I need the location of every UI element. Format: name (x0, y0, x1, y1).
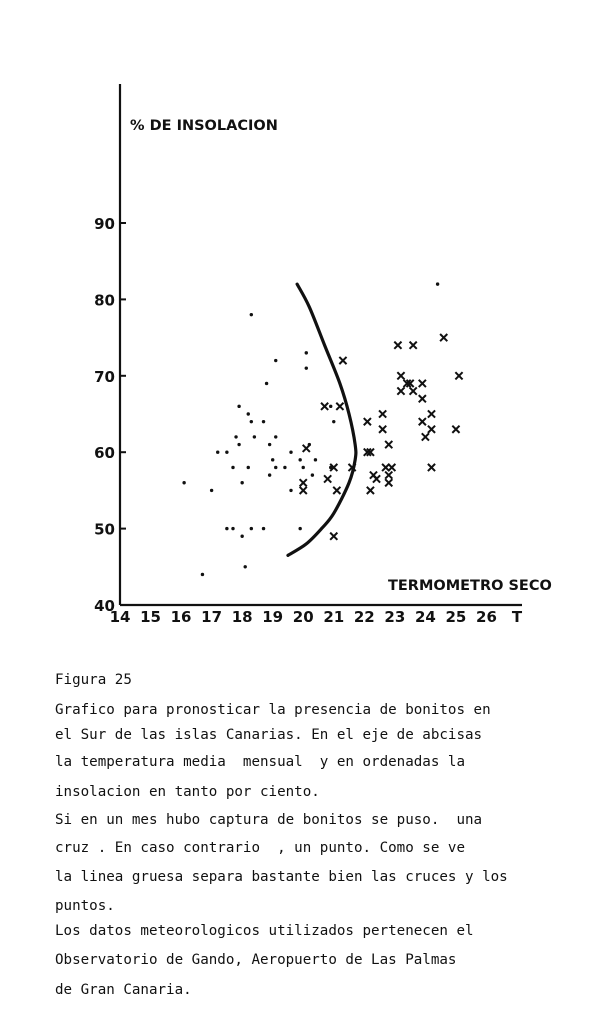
dot-marker (262, 527, 265, 530)
cross-marker (422, 433, 429, 440)
x-ticks (110, 608, 523, 626)
cross-marker (440, 334, 447, 341)
dot-marker (250, 313, 253, 316)
cross-marker (455, 372, 462, 379)
dot-marker (298, 527, 301, 530)
dot-marker (210, 489, 213, 492)
y-tick-label: 60 (94, 444, 115, 463)
dot-marker (182, 481, 185, 484)
dot-marker (308, 443, 311, 446)
dot-marker (332, 420, 335, 423)
cross-marker (385, 479, 392, 486)
dot-marker (436, 282, 439, 285)
dot-marker (216, 451, 219, 454)
dot-marker (268, 473, 271, 476)
caption-line: la linea gruesa separa bastante bien las cruces y los (55, 869, 508, 885)
cross-marker (428, 410, 435, 417)
dot-marker (314, 458, 317, 461)
caption-line: Si en un mes hubo captura de bonitos se puso. una (55, 812, 483, 828)
y-ticks (94, 215, 126, 615)
x-axis-label: TERMOMETRO SECO (388, 578, 552, 594)
cross-marker (379, 410, 386, 417)
dot-marker (302, 466, 305, 469)
x-tick-label: 14 (109, 608, 131, 626)
caption-line: el Sur de las islas Canarias. En el eje de abcisas (55, 727, 483, 743)
dot-marker (250, 527, 253, 530)
x-tick-label: 19 (262, 608, 284, 626)
dot-marker (262, 420, 265, 423)
dot-marker (240, 481, 243, 484)
cross-marker (419, 418, 426, 425)
x-tick-label: 18 (231, 608, 253, 626)
caption-line: cruz . En caso contrario , un punto. Como se ve (55, 840, 465, 856)
dot-marker (201, 573, 204, 576)
cross-marker (410, 342, 417, 349)
dot-marker (247, 412, 250, 415)
dot-marker (237, 405, 240, 408)
dot-marker (274, 359, 277, 362)
dot-marker (311, 473, 314, 476)
dot-marker (237, 443, 240, 446)
caption-line: la temperatura media mensual y en ordenadas la (55, 754, 465, 770)
cross-marker (367, 487, 374, 494)
dot-marker (329, 405, 332, 408)
y-axis-label: % DE INSOLACION (130, 118, 278, 134)
dot-marker (253, 435, 256, 438)
y-tick-label: 50 (94, 520, 115, 539)
x-tick-label: 16 (170, 608, 192, 626)
cross-marker (373, 475, 380, 482)
x-tick-label: 24 (414, 608, 436, 626)
caption-line: de Gran Canaria. (55, 982, 192, 998)
y-tick-label: 40 (94, 597, 115, 615)
cross-marker (300, 479, 307, 486)
x-tick-label: 17 (201, 608, 223, 626)
dot-marker (274, 435, 277, 438)
x-tick-label: T (511, 608, 523, 626)
cross-marker (321, 403, 328, 410)
x-tick-label: 20 (292, 608, 314, 626)
cross-marker (324, 475, 331, 482)
dot-marker (231, 527, 234, 530)
x-tick-label: 15 (140, 608, 161, 626)
figure-caption (55, 672, 595, 1002)
cross-marker (397, 387, 404, 394)
y-tick-label: 70 (94, 367, 115, 386)
cross-marker (419, 395, 426, 402)
cross-marker (385, 472, 392, 479)
cross-marker (428, 426, 435, 433)
cross-marker (339, 357, 346, 364)
y-tick-label: 90 (94, 215, 115, 233)
dot-marker (305, 351, 308, 354)
caption-line: insolacion en tanto por ciento. (55, 784, 320, 800)
dot-marker (289, 489, 292, 492)
dot-marker (271, 458, 274, 461)
caption-line: Observatorio de Gando, Aeropuerto de Las Palmas (55, 952, 457, 968)
dot-marker (268, 443, 271, 446)
cross-marker (379, 426, 386, 433)
x-tick-label: 26 (476, 608, 497, 626)
dot-marker (265, 382, 268, 385)
cross-marker (330, 533, 337, 540)
data-points (182, 282, 462, 576)
dot-marker (234, 435, 237, 438)
boundary-curve (288, 284, 356, 555)
x-tick-label: 22 (353, 608, 375, 626)
cross-marker (336, 403, 343, 410)
cross-marker (300, 487, 307, 494)
cross-marker (394, 342, 401, 349)
dot-marker (298, 458, 301, 461)
cross-marker (410, 387, 417, 394)
caption-line: Los datos meteorologicos utilizados pertenecen el (55, 923, 474, 939)
cross-marker (388, 464, 395, 471)
figure-number: Figura 25 (55, 672, 132, 688)
dot-marker (274, 466, 277, 469)
cross-marker (419, 380, 426, 387)
cross-marker (364, 418, 371, 425)
dot-marker (225, 451, 228, 454)
cross-marker (385, 441, 392, 448)
dot-marker (244, 565, 247, 568)
caption-line: Grafico para pronosticar la presencia de bonitos en (55, 702, 491, 718)
cross-marker (333, 487, 340, 494)
dot-marker (225, 527, 228, 530)
cross-marker (452, 426, 459, 433)
dot-marker (247, 466, 250, 469)
y-tick-label: 80 (94, 291, 115, 310)
x-tick-label: 23 (384, 608, 406, 626)
dot-marker (329, 466, 332, 469)
dot-marker (250, 420, 253, 423)
x-tick-label: 25 (445, 608, 467, 626)
caption-line: puntos. (55, 898, 115, 914)
dot-marker (305, 366, 308, 369)
dot-marker (283, 466, 286, 469)
dot-marker (289, 451, 292, 454)
x-tick-label: 21 (323, 608, 345, 626)
dot-marker (231, 466, 234, 469)
dot-marker (240, 535, 243, 538)
cross-marker (397, 372, 404, 379)
cross-marker (428, 464, 435, 471)
